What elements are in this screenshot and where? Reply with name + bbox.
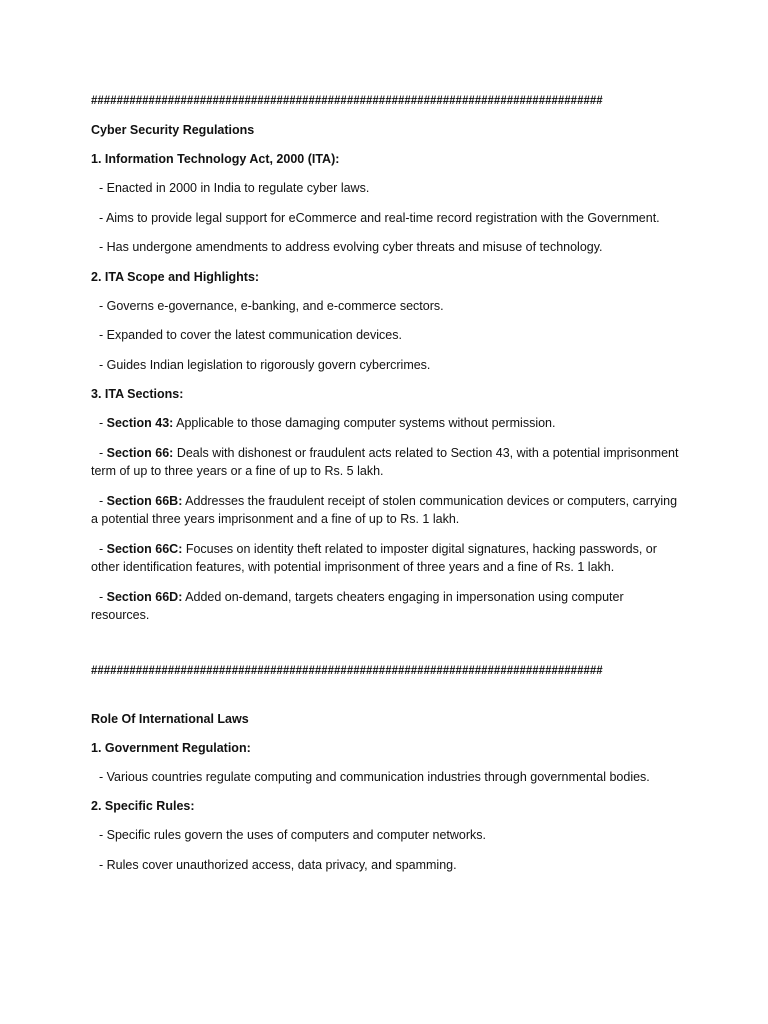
subsection-heading: 3. ITA Sections: [91,387,184,401]
subsection-heading: 1. Government Regulation: [91,740,251,755]
list-item: - Section 66D: Added on-demand, targets cheaters engaging in impersonation using computer resources. [91,589,624,622]
list-item: - Expanded to cover the latest communication devices. [99,328,402,342]
list-item: - Section 66: Deals with dishonest or fraudulent acts related to Section 43, with a potential imprisonment term of up to three years or a fine of up to Rs. 5 lakh. [91,445,679,478]
list-item: - Specific rules govern the uses of computers and computer networks. [99,828,486,842]
list-item: - Aims to provide legal support for eCommerce and real-time record registration with the Government. [99,210,660,225]
list-item: - Rules cover unauthorized access, data privacy, and spamming. [99,857,457,872]
subsection-heading: 2. ITA Scope and Highlights: [91,269,260,284]
section-label: Section 66C: [106,541,183,556]
list-item: - Governs e-governance, e-banking, and e-commerce sectors. [99,298,444,313]
section-label: Section 66: [106,445,174,460]
list-item: - Section 66C: Focuses on identity theft related to imposter digital signatures, hacking passwords, or other identification features, with potential imprisonment of three years and a fine of Rs. 1 lakh. [91,541,657,574]
list-item: - Guides Indian legislation to rigorously govern cybercrimes. [99,357,431,372]
separator-line: ################################################################################ [91,95,603,107]
separator-line: ################################################################################ [91,664,603,677]
document-page [91,92,681,874]
list-item: - Various countries regulate computing and communication industries through governmental bodies. [99,769,650,784]
section-label: Section 66D: [106,589,183,604]
list-item: - Section 43: Applicable to those damaging computer systems without permission. [99,416,556,430]
list-item: - Enacted in 2000 in India to regulate cyber laws. [99,181,370,195]
section-title-cyber-security: Cyber Security Regulations [91,123,255,137]
section-title-international-laws: Role Of International Laws [91,711,249,726]
section-label: Section 66B: [106,493,183,508]
list-item: - Section 66B: Addresses the fraudulent receipt of stolen communication devices or computers, carrying a potential three years imprisonment and a fine of up to Rs. 1 lakh. [91,493,678,526]
subsection-heading: 1. Information Technology Act, 2000 (ITA): [91,152,340,166]
subsection-heading: 2. Specific Rules: [91,799,195,813]
list-item: - Has undergone amendments to address evolving cyber threats and misuse of technology. [99,240,603,254]
section-label: Section 43: [106,416,174,430]
